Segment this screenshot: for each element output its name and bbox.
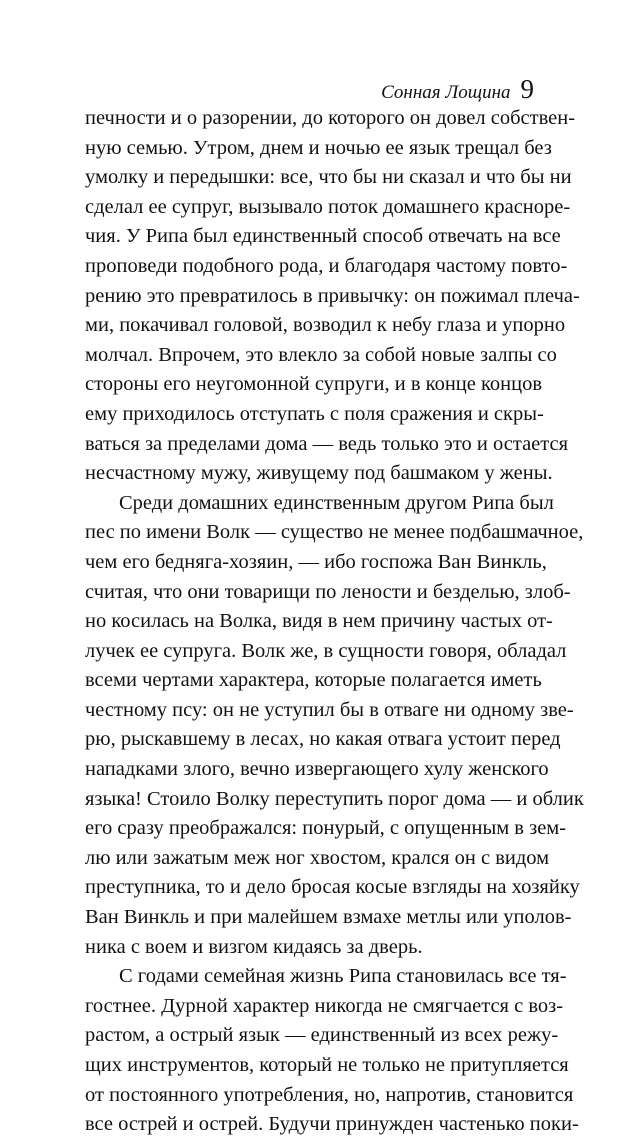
text-line: несчастному мужу, живущему под башмаком у жены. (85, 462, 553, 485)
running-title: Сонная Лощина (381, 82, 511, 103)
text-line: его сразу преображался: понурый, с опущенным в зем- (85, 817, 567, 840)
text-line: С годами семейная жизнь Рипа становилась все тя- (119, 965, 567, 988)
text-line: пес по имени Волк — существо не менее подбашмачное, (85, 521, 584, 544)
text-line: рю, рыскавшему в лесах, но какая отвага устоит перед (85, 728, 561, 751)
text-line: ваться за пределами дома — ведь только это и остается (85, 432, 569, 455)
body-text (85, 104, 584, 1140)
running-head (381, 74, 534, 105)
text-line: всеми чертами характера, которые полагается иметь (85, 669, 542, 692)
text-line: преступника, то и дело бросая косые взгляды на хозяйку (85, 876, 580, 899)
text-line: ми, покачивал головой, возводил к небу глаза и упорно (85, 314, 566, 337)
text-line: все острей и острей. Будучи принужден частенько поки- (85, 1113, 579, 1136)
text-line: лучек ее супруга. Волк же, в сущности говоря, обладал (85, 639, 567, 662)
paragraph (85, 489, 584, 963)
text-line: честному псу: он не уступил бы в отваге ни одному зве- (85, 698, 574, 721)
text-line: ника с воем и визгом кидаясь за дверь. (85, 935, 423, 958)
text-line: стороны его неугомонной супруги, и в конце концов (85, 373, 543, 396)
text-line: чем его бедняга-хозяин, — ибо госпожа Ван Винкль, (85, 550, 547, 573)
page-number: 9 (520, 74, 534, 104)
text-line: проповеди подобного рода, и благодаря частому повто- (85, 254, 568, 277)
text-line: но косилась на Волка, видя в нем причину частых от- (85, 610, 553, 633)
text-line: считая, что они товарищи по лености и безделью, злоб- (85, 580, 571, 603)
paragraph (85, 104, 580, 489)
text-line: ему приходилось отступать с поля сражения и скры- (85, 402, 544, 425)
text-line: молчал. Впрочем, это влекло за собой новые залпы со (85, 343, 557, 366)
text-line: умолку и передышки: все, что бы ни сказал и что бы ни (85, 166, 572, 189)
text-line: гостнее. Дурной характер никогда не смягчается с воз- (85, 994, 564, 1017)
text-line: растом, а острый язык — единственный из всех режу- (85, 1024, 559, 1047)
text-line: от постоянного употребления, но, напротив, становится (85, 1083, 574, 1106)
text-line: печности и о разорении, до которого он довел собствен- (85, 107, 576, 129)
text-line: щих инструментов, который не только не притупляется (85, 1054, 569, 1076)
text-line: рению это превратилось в привычку: он пожимал плеча- (85, 284, 580, 307)
text-line: Ван Винкль и при малейшем взмахе метлы или уполов- (85, 906, 572, 929)
text-line: ную семью. Утром, днем и ночью ее язык трещал без (85, 136, 552, 159)
text-line: сделал ее супруг, вызывало поток домашнего красноре- (85, 195, 571, 218)
text-line: Среди домашних единственным другом Рипа был (119, 491, 554, 514)
text-line: лю или зажатым меж ног хвостом, крался он с видом (85, 846, 550, 869)
text-line: языка! Стоило Волку переступить порог дома — и облик (85, 787, 584, 810)
text-line: чия. У Рипа был единственный способ отвечать на все (85, 225, 561, 248)
paragraph (85, 962, 579, 1140)
text-line: нападками злого, вечно извергающего хулу женского (85, 758, 549, 781)
